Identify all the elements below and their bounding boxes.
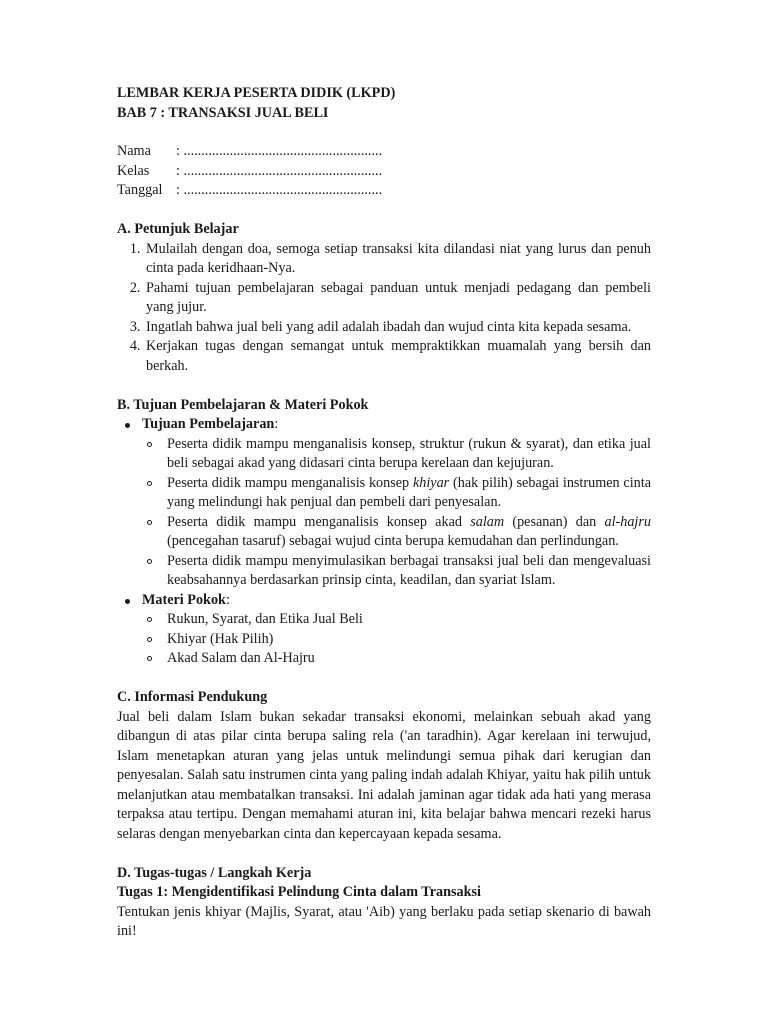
identity-label: Nama — [117, 143, 151, 159]
identity-blank: : ........................................................ — [176, 143, 383, 159]
document-title: LEMBAR KERJA PESERTA DIDIK (LKPD) — [117, 85, 396, 101]
list-item — [167, 435, 651, 474]
objective-text: Peserta didik mampu menganalisis konsep, struktur (rukun & syarat), dan etika jual beli sebagai akad yang didasari cinta berupa kerelaan dan kejujuran. — [167, 435, 651, 471]
task-1-title: Tugas 1: Mengidentifikasi Pelindung Cinta dalam Transaksi — [117, 884, 481, 900]
identity-row-tanggal — [117, 181, 382, 201]
bullet-icon — [125, 423, 130, 428]
objective-term: salam — [470, 513, 505, 530]
list-item: 1. Mulailah dengan doa, semoga setiap transaksi kita dilandasi niat yang lurus dan penuh cinta pada keridhaan-Nya. — [144, 240, 651, 279]
objective-text: Peserta didik mampu menyimulasikan berbagai transaksi jual beli dan mengevaluasi keabsahannya berdasarkan prinsip cinta, keadilan, dan syariat Islam. — [167, 552, 651, 588]
material-text: Rukun, Syarat, dan Etika Jual Beli — [167, 611, 363, 627]
student-identity-table — [117, 142, 382, 201]
list-item — [167, 513, 651, 552]
chapter-title: BAB 7 : TRANSAKSI JUAL BELI — [117, 104, 329, 121]
section-a-heading: A. Petunjuk Belajar — [117, 221, 239, 237]
objectives-list — [142, 435, 651, 591]
bullet-icon — [125, 599, 130, 604]
materials-list — [142, 610, 651, 669]
objective-term: khiyar — [412, 474, 450, 491]
objectives-colon: : — [274, 416, 279, 432]
list-item — [167, 474, 651, 513]
objective-text: (pencegahan tasaruf) sebagai wujud cinta berupa kemudahan dan perlindungan. — [167, 533, 619, 549]
materials-colon: : — [225, 591, 230, 608]
list-item — [167, 630, 651, 650]
circle-bullet-icon — [147, 520, 152, 525]
objective-text: (hak pilih) sebagai instrumen cinta yang melindungi hak penjual dan pembeli dari penyesalan. — [167, 474, 651, 510]
section-c-heading: C. Informasi Pendukung — [117, 689, 268, 705]
objective-text: Peserta didik mampu menganalisis konsep — [167, 474, 413, 491]
circle-bullet-icon — [147, 637, 152, 642]
objectives-materials-list — [117, 415, 651, 669]
document-content — [117, 84, 651, 942]
objectives-group — [142, 415, 651, 591]
list-item — [167, 552, 651, 591]
identity-blank: : ........................................................ — [176, 182, 383, 198]
supporting-info-paragraph: Jual beli dalam Islam bukan sekadar transaksi ekonomi, melainkan sebuah akad yang dibangun di atas pilar cinta berupa saling rela ('an taradhin). Agar kerelaan ini terwujud, Islam menetapkan aturan yang jelas untuk melindungi semua pihak dari kerugian dan penyesalan. Salah satu instrumen cinta yang paling indah adalah Khiyar, yaitu hak pilih untuk melanjutkan atau membatalkan transaksi. Ini adalah jaminan agar tidak ada hati yang merasa terpaksa atau tertipu. Dengan memahami aturan ini, kita belajar bahwa mencari rezeki harus selaras dengan menyebarkan cinta dan kepercayaan kepada sesama. — [117, 708, 651, 842]
identity-label: Tanggal — [117, 182, 163, 198]
circle-bullet-icon — [147, 617, 152, 622]
materials-group — [142, 591, 651, 669]
list-item — [167, 610, 651, 630]
objective-text: (pesanan) dan — [504, 513, 605, 530]
identity-blank: : ........................................................ — [176, 162, 383, 179]
list-item: 4. Kerjakan tugas dengan semangat untuk mempraktikkan muamalah yang bersih dan berkah. — [144, 337, 651, 376]
circle-bullet-icon — [147, 559, 152, 564]
section-d-heading: D. Tugas-tugas / Langkah Kerja — [117, 864, 312, 881]
task-1-instruction: Tentukan jenis khiyar (Majlis, Syarat, atau 'Aib) yang berlaku pada setiap skenario di bawah ini! — [117, 903, 651, 939]
circle-bullet-icon — [147, 656, 152, 661]
objectives-label: Tujuan Pembelajaran — [142, 416, 275, 432]
section-b-heading: B. Tujuan Pembelajaran & Materi Pokok — [117, 396, 369, 413]
identity-label: Kelas — [117, 162, 150, 179]
identity-row-nama — [117, 142, 382, 162]
materials-label: Materi Pokok — [142, 591, 226, 608]
list-item: 2. Pahami tujuan pembelajaran sebagai panduan untuk menjadi pedagang dan pembeli yang jujur. — [144, 279, 651, 318]
list-item — [167, 649, 651, 669]
circle-bullet-icon — [147, 481, 152, 486]
identity-row-kelas — [117, 162, 382, 182]
list-item: 3. Ingatlah bahwa jual beli yang adil adalah ibadah dan wujud cinta kita kepada sesama. — [144, 318, 651, 338]
objective-text: Peserta didik mampu menganalisis konsep akad — [167, 513, 471, 530]
objective-term: al-hajru — [604, 513, 651, 530]
circle-bullet-icon — [147, 442, 152, 447]
study-instructions-list — [117, 240, 651, 377]
material-text: Khiyar (Hak Pilih) — [167, 630, 274, 647]
material-text: Akad Salam dan Al-Hajru — [167, 650, 315, 666]
